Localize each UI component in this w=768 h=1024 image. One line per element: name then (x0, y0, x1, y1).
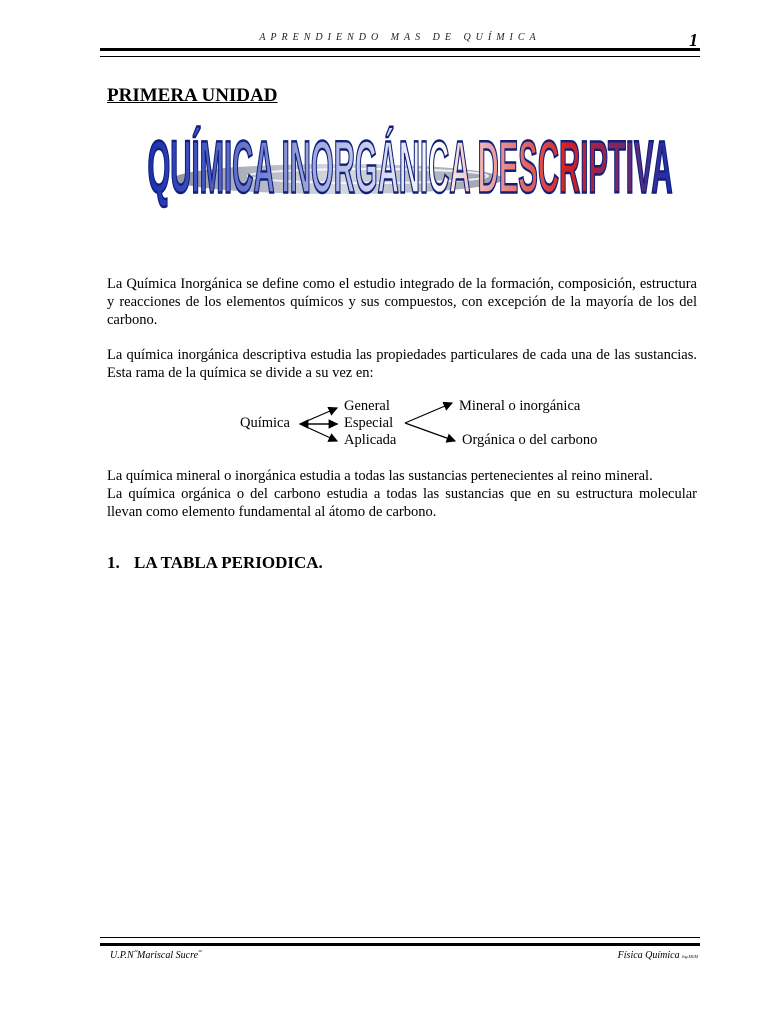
diagram-branch-aplicada: Aplicada (344, 432, 397, 448)
wordart-title (138, 124, 683, 224)
paragraph-branches-line2: La química orgánica o del carbono estudia a todas las sustancias que en su estructura molecular llevan como elemento fundamental al átomo de carbono. (107, 486, 697, 520)
wordart-text: QUÍMICA INORGÁNICA DESCRIPTIVA (147, 125, 673, 210)
footer-institution: U.P.N˝Mariscal Sucre˝ (110, 950, 202, 961)
diagram-branch-general: General (344, 398, 390, 414)
running-header-title: APRENDIENDO MAS DE QUÍMICA (259, 32, 541, 43)
paragraph-definition: La Química Inorgánica se define como el estudio integrado de la formación, composición, estructura y reacciones de los elementos químicos y sus compuestos, con excepción de la mayoría de los del carbono. (107, 276, 697, 328)
unit-title: PRIMERA UNIDAD (107, 85, 278, 106)
diagram-sub-mineral: Mineral o inorgánica (459, 398, 581, 414)
footer-course-name: Física Química (617, 950, 680, 961)
footer-author-mark: Ing.MGM (682, 954, 698, 959)
paragraph-descriptive: La química inorgánica descriptiva estudia las propiedades particulares de cada una de las sustancias. Esta rama de la química se divide a su vez en: (107, 347, 697, 381)
footer-course (618, 950, 698, 961)
footer-rule (100, 937, 700, 946)
diagram-root: Química (240, 415, 290, 431)
page-number: 1 (689, 30, 698, 50)
diagram-sub-organica: Orgánica o del carbono (462, 432, 598, 448)
paragraph-branches-line1: La química mineral o inorgánica estudia a todas las sustancias pertenecientes al reino mineral. (107, 468, 653, 484)
header-rule (100, 48, 700, 57)
section-heading (107, 553, 323, 573)
section-title: LA TABLA PERIODICA. (134, 553, 323, 572)
diagram-branch-especial: Especial (344, 415, 394, 431)
section-number: 1. (107, 553, 120, 572)
paragraph-branches (107, 467, 697, 521)
